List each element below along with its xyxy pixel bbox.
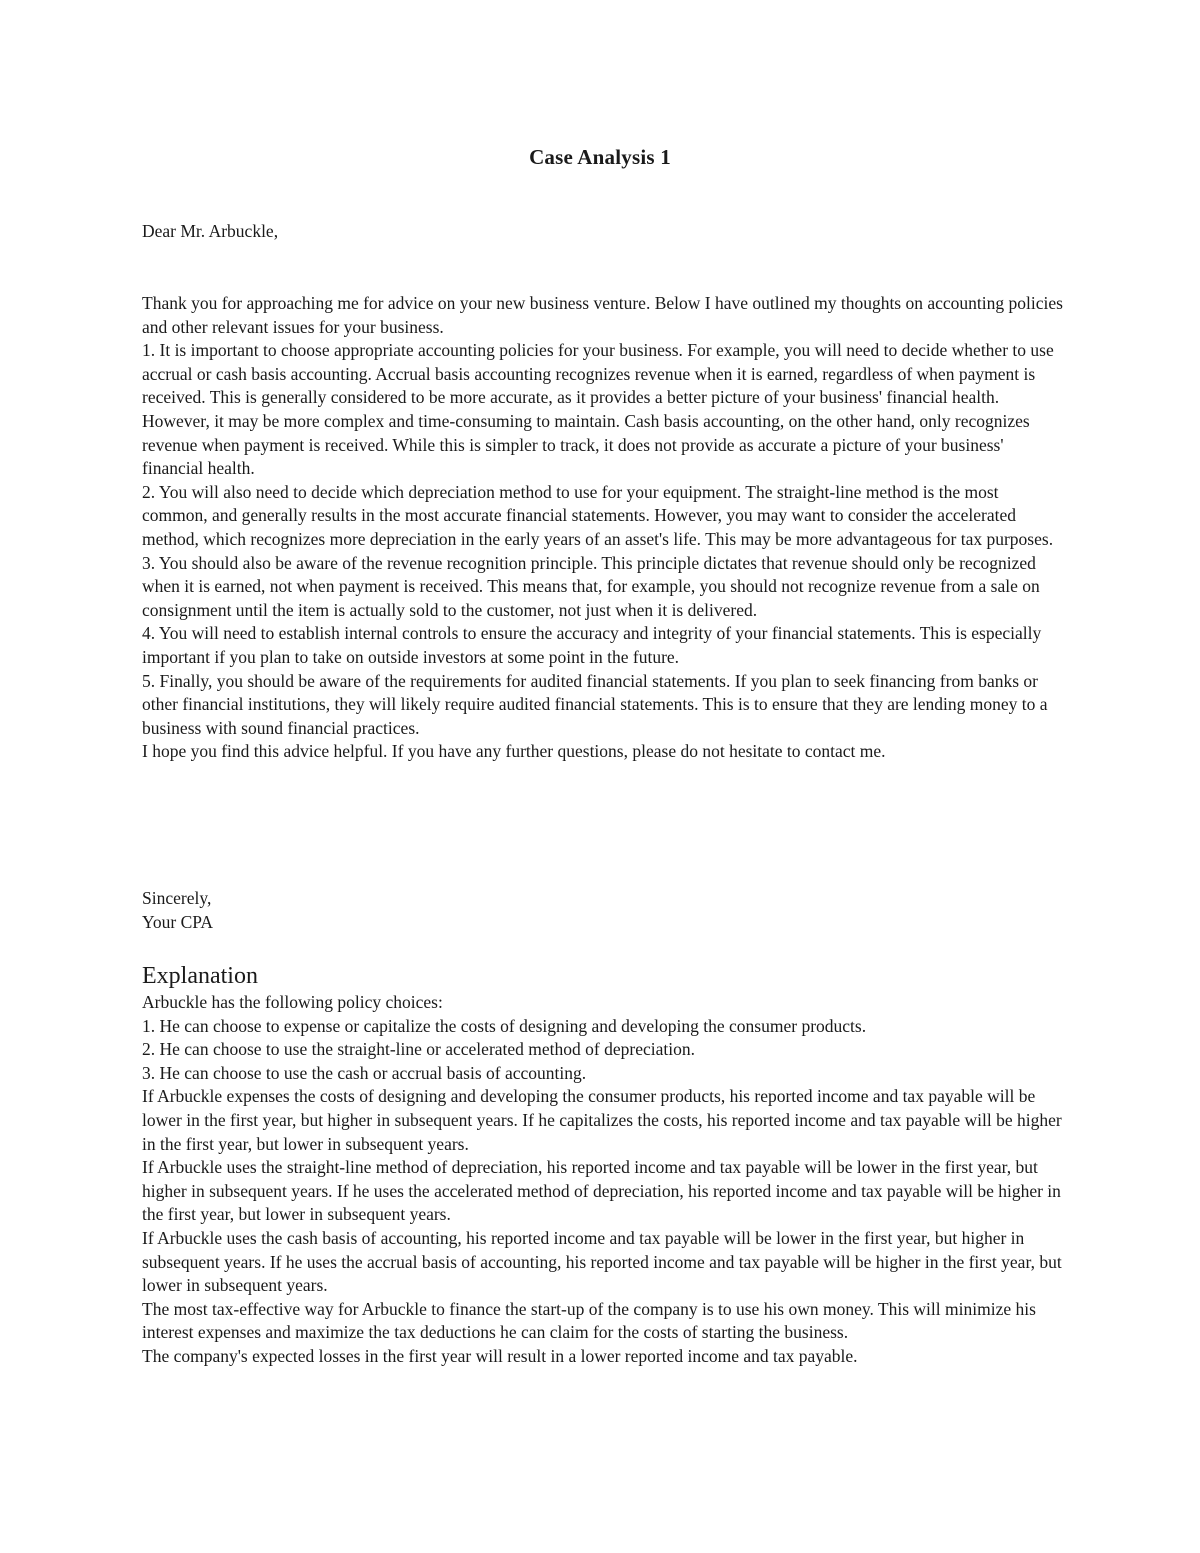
explanation-paragraph: 2. He can choose to use the straight-line or accelerated method of depreciation. [142, 1039, 695, 1060]
letter-paragraph: I hope you find this advice helpful. If you have any further questions, please do not hesitate to contact me. [142, 741, 886, 762]
explanation-heading: Explanation [142, 963, 258, 989]
explanation-paragraph: 1. He can choose to expense or capitalize the costs of designing and developing the consumer products. [142, 1015, 867, 1036]
explanation-paragraph: Arbuckle has the following policy choices: [142, 992, 443, 1012]
letter-paragraph: 5. Finally, you should be aware of the requirements for audited financial statements. If you plan to seek financing from banks or other financial institutions, they will likely require audited financial statements. This is to ensure that they are lending money to a business with sound financial practices. [142, 670, 1048, 738]
explanation-paragraph: If Arbuckle uses the cash basis of accounting, his reported income and tax payable will be lower in the first year, but higher in subsequent years. If he uses the accrual basis of accounting, his reported income and tax payable will be higher in the first year, but lower in subsequent years. [142, 1227, 1062, 1296]
document-title: Case Analysis 1 [529, 145, 671, 169]
signature: Your CPA [142, 911, 214, 932]
explanation-paragraph: The company's expected losses in the first year will result in a lower reported income and tax payable. [142, 1345, 858, 1366]
letter-closing [142, 887, 213, 934]
letter-body [142, 292, 1067, 764]
explanation-paragraph: If Arbuckle expenses the costs of designing and developing the consumer products, his reported income and tax payable will be lower in the first year, but higher in subsequent years. If he capitalizes the costs, his reported income and tax payable will be higher in the first year, but lower in subsequent years. [142, 1086, 1062, 1154]
explanation-paragraph: 3. He can choose to use the cash or accrual basis of accounting. [142, 1062, 587, 1083]
explanation-paragraph: The most tax-effective way for Arbuckle to finance the start-up of the company is to use his own money. This will minimize his interest expenses and maximize the tax deductions he can claim for the costs of starting the business. [142, 1298, 1036, 1343]
letter-paragraph: 3. You should also be aware of the revenue recognition principle. This principle dictates that revenue should only be recognized when it is earned, not when payment is received. This means that, for example, you should not recognize revenue from a sale on consignment until the item is actually sold to the customer, not just when it is delivered. [142, 552, 1040, 620]
letter-paragraph: 1. It is important to choose appropriate accounting policies for your business. For example, you will need to decide whether to use accrual or cash basis accounting. Accrual basis accounting recognizes revenue when it is earned, regardless of when payment is received. This is generally considered to be more accurate, as it provides a better picture of your business' financial health. However, it may be more complex and time-consuming to maintain. Cash basis accounting, on the other hand, only recognizes revenue when payment is received. While this is simpler to track, it does not provide as accurate a picture of your business' financial health. [142, 340, 1054, 479]
explanation-body [142, 991, 1067, 1369]
letter-salutation: Dear Mr. Arbuckle, [142, 221, 279, 241]
letter-paragraph: Thank you for approaching me for advice on your new business venture. Below I have outlined my thoughts on accounting policies and other relevant issues for your business. [142, 293, 1063, 337]
explanation-paragraph: If Arbuckle uses the straight-line method of depreciation, his reported income and tax payable will be lower in the first year, but higher in subsequent years. If he uses the accelerated method of depreciation, his reported income and tax payable will be higher in the first year, but lower in subsequent years. [142, 1157, 1061, 1225]
letter-paragraph: 4. You will need to establish internal controls to ensure the accuracy and integrity of your financial statements. This is especially important if you plan to take on outside investors at some point in the future. [142, 623, 1042, 667]
closing-line: Sincerely, [142, 888, 212, 908]
letter-paragraph: 2. You will also need to decide which depreciation method to use for your equipment. The straight-line method is the most common, and generally results in the most accurate financial statements. However, you may want to consider the accelerated method, which recognizes more depreciation in the early years of an asset's life. This may be more advantageous for tax purposes. [142, 481, 1054, 549]
